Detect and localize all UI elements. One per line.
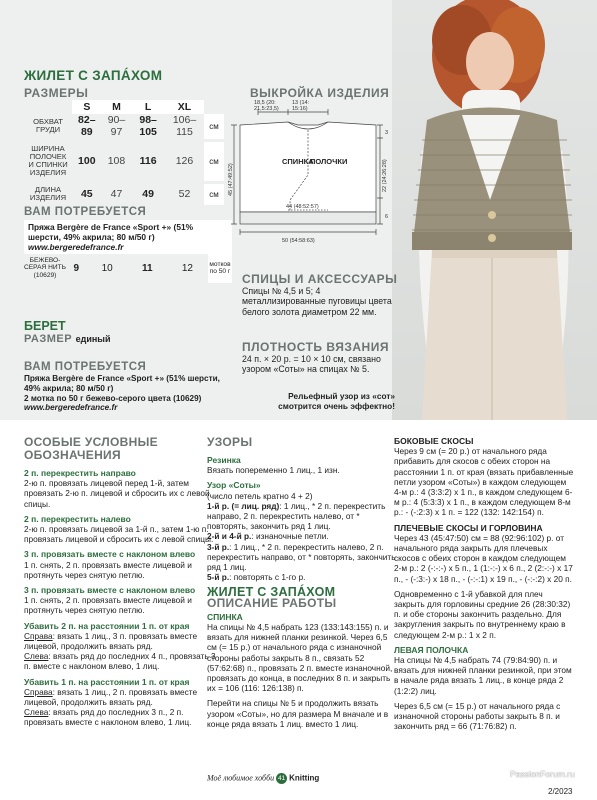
pattern-heading: ВЫКРОЙКА ИЗДЕЛИЯ (250, 86, 390, 100)
back-title: СПИНКА (207, 611, 243, 622)
row-1-label: 1-й р. (= лиц. ряд) (207, 500, 280, 511)
section-title: ЖИЛЕТ С ЗАПÁХОМ (207, 585, 336, 600)
size-value: 47 (102, 182, 132, 206)
size-header-row (24, 100, 224, 114)
side-bevels-text: Через 9 см (= 20 р.) от начального ряда прибавить для скосов с обеих сторон на расстоянии 1 п. от края (вязать прибавленные петли узором «Соты») в каждом следующем 4-м р.: 4 (3:3:2) х 1 п., в каждом следующем 6-м р.: 4 (5:3:3) х 1 п., в каждом следующем 8-м р.: - (-:2:3) х 1 п. = 122 (132: 142:154) п. (394, 446, 574, 518)
magazine-name: Моё любимое хобби (207, 773, 275, 783)
beret-size-label: РАЗМЕР (24, 333, 73, 345)
back-text: На спицы № 4,5 набрать 123 (133:143:155) п. и вязать для нижней планки резинкой. Через 6,5 см (= 15 р.) от начального ряда с изнаночной стороны работы закрыть 8 п., связать 52 (57:62:68) п., провязать 2 п. вместе изнаночной, провязать до конца, в последних 8 п. и закрыть их = 106 (116: 126:138) п. (207, 622, 393, 694)
row-3-text: : 1 лиц., * 2 п. перекрестить налево, 2 п. перекрестить направо, от * повторять, закончить ряд 1 лиц. (207, 541, 396, 573)
abbr-text: 2-ю п. провязать лицевой перед 1-й, затем провязать 2-ю п. лицевой и сбросить их с левой спицы. (24, 478, 210, 509)
abbr-title: 3 п. провязать вместе с наклоном влево (24, 549, 196, 560)
sizes-heading: РАЗМЕРЫ (24, 86, 89, 100)
yarn-color-label: БЕЖЕВО-СЕРАЯ НИТЬ (10629) (24, 256, 66, 279)
size-col-header: XL (165, 100, 204, 114)
row-3-label: 3-й р. (207, 541, 230, 552)
needles-text: Спицы № 4,5 и 5; 4 металлизированные пуговицы цвета белого золота диаметром 22 мм. (242, 286, 392, 317)
row-2-text: : изнаночные петли. (251, 531, 329, 542)
honeycomb-text (207, 491, 397, 583)
section-name: Knitting (289, 773, 320, 783)
size-value: 90–97 (102, 114, 132, 140)
abbr-text: 1 п. снять, 2 п. провязать вместе лицевой и протянуть через снятую петлю. (24, 559, 192, 580)
yarn-qty: 11 (141, 262, 153, 274)
rib-text: Вязать попеременно 1 лиц., 1 изн. (207, 465, 340, 476)
abbr-sub-text: : вязать ряд до последних 3 п., 2 п. провязать вместе с наклоном влево, 1 лиц. (24, 707, 192, 728)
photo-caption: Рельефный узор из «сот» смотрится очень эффектно! (278, 391, 395, 411)
shoulder-title: ПЛЕЧЕВЫЕ СКОСЫ И ГОРЛОВИНА (394, 522, 543, 533)
size-table (24, 100, 224, 208)
abbreviations-heading: ОСОБЫЕ УСЛОВНЫЕ ОБОЗНАЧЕНИЯ (24, 435, 158, 462)
shoulder-text-2: Одновременно с 1-й убавкой для плеч закрыть для горловины средние 26 (28:30:32) п. и обе стороны закончить раздельно. Для закругления закрыть по внутреннему краю в следующем 2-м р.: 1 х 2 п. (394, 588, 571, 640)
abbr-sub: Справа (24, 630, 53, 641)
honeycomb-title: Узор «Соты» (207, 480, 261, 491)
row-label: ОБХВАТ ГРУДИ (24, 114, 72, 140)
dim-bottom: 50 (54:58:63) (282, 238, 315, 244)
label-fronts: ПОЛОЧКИ (310, 157, 348, 166)
size-row-chest (24, 114, 224, 140)
yarn-row (24, 253, 232, 283)
materials-heading: ВАМ ПОТРЕБУЕТСЯ (24, 206, 147, 218)
size-value: 98–105 (131, 114, 165, 140)
size-value: 116 (131, 140, 165, 182)
size-header-blank (24, 100, 72, 114)
size-value: 108 (102, 140, 132, 182)
abbr-text (24, 631, 218, 672)
unit-label: см (204, 114, 224, 140)
model-photo-illustration (392, 0, 597, 420)
size-row-width (24, 140, 224, 182)
abbr-title: 2 п. перекрестить налево (24, 513, 131, 524)
work-description-heading: ОПИСАНИЕ РАБОТЫ (207, 595, 337, 610)
back-text-2: Перейти на спицы № 5 и продолжить вязать узором «Соты», но для размера M вначале и в конце ряда вязать 1 лиц. вместо 1 лиц. (207, 698, 389, 729)
issue-number: 2/2023 (548, 787, 573, 796)
magazine-footer (207, 773, 319, 784)
abbr-sub: Справа (24, 686, 53, 697)
yarn-qty: 10 (101, 262, 113, 274)
patterns-heading: УЗОРЫ (207, 435, 253, 449)
abbr-sub-text: : вязать 1 лиц., 2 п. провязать вместе лицевой, продолжить вязать ряд. (24, 686, 198, 708)
dim-right-top: 3 (385, 130, 388, 136)
yarn-qty: 12 (181, 262, 193, 274)
patterns-column (207, 436, 397, 734)
brand-url[interactable]: www.bergeredefrance.fr (28, 242, 124, 252)
abbreviations-column (24, 436, 218, 733)
beret-size-value: единый (75, 334, 111, 344)
row-2-label: 2-й и 4-й р. (207, 531, 252, 542)
instructions-column (394, 436, 574, 736)
yarn-unit: мотков по 50 г (208, 253, 232, 283)
gauge-heading: ПЛОТНОСТЬ ВЯЗАНИЯ (242, 340, 389, 354)
dim-inner: 44 (48:52:57) (286, 204, 319, 210)
abbr-sub: Слева (24, 651, 49, 662)
abbr-sub-text: : вязать ряд до последних 4 п., провязать 3 п. вместе с наклоном влево, 1 лиц. (24, 651, 216, 672)
size-value: 82–89 (72, 114, 102, 140)
beret-brand-url[interactable]: www.bergeredefrance.fr (24, 403, 118, 413)
dim-neck: 13 (14: (292, 100, 310, 106)
dim-neck-2: 15:16) (292, 106, 308, 112)
beret-materials-heading: ВАМ ПОТРЕБУЕТСЯ (24, 361, 147, 373)
pattern-schematic (228, 100, 388, 250)
size-value: 49 (131, 182, 165, 206)
label-back: СПИНКА (282, 157, 314, 166)
abbr-title: Убавить 1 п. на расстоянии 1 п. от края (24, 676, 190, 687)
row-label: ШИРИНА ПОЛОЧЕК И СПИНКИ ИЗДЕЛИЯ (24, 140, 72, 182)
unit-label: см (204, 140, 224, 182)
yarn-qty: 9 (73, 262, 80, 274)
beret-size (24, 333, 111, 345)
abbr-sub-text: : вязать 1 лиц., 3 п. провязать вместе лицевой, продолжить вязать ряд. (24, 630, 198, 652)
row-5-label: 5-й р. (207, 572, 230, 583)
size-col-header: S (72, 100, 102, 114)
size-row-length (24, 182, 224, 206)
yarn-description: Пряжа Bergère de France «Sport +» (51% шерсти, 49% акрила; 80 м/50 г) (28, 222, 194, 242)
left-front-title: ЛЕВАЯ ПОЛОЧКА (394, 644, 469, 655)
shoulder-text: Через 43 (45:47:50) см = 88 (92:96:102) р. от начального ряда закрыть для плечевых скосов с обеих сторон в каждом следующем 2-м р.: 2 (-:-:-) х 5 п., 1 (1:-:-) х 6 п., 2 (2:-:-) х 17 п., - (-:3:-) х 18 п., - (-:-:1) х 19 п., - (-:-:2) х 20 п. (394, 532, 573, 584)
yarn-info (24, 220, 232, 254)
gauge-text: 24 п. × 20 р. = 10 × 10 см, связано узором «Соты» на спицах № 5. (242, 354, 381, 375)
beret-title: БЕРЕТ (24, 319, 66, 333)
abbr-title: 3 п. провязать вместе с наклоном влево (24, 585, 196, 596)
size-col-header: L (131, 100, 165, 114)
honeycomb-repeat: (число петель кратно 4 + 2) (207, 490, 313, 501)
row-1-text: : 1 лиц., * 2 п. перекрестить направо, 2 п. перекрестить налево, от * повторять, закончить ряд 1 лиц. (207, 500, 386, 532)
rib-title: Резинка (207, 455, 241, 465)
abbr-title: 2 п. перекрестить направо (24, 468, 136, 478)
size-header-blank (204, 100, 224, 114)
watermark: PassionForum.ru (510, 769, 575, 779)
left-front-text: На спицы № 4,5 набрать 74 (79:84:90) п. и вязать для нижней планки резинкой, при этом в начале ряда вязать 1 лиц., в конце ряда 2 (1:2:2) лиц. (394, 655, 572, 696)
page-title: ЖИЛЕТ С ЗАПÁХОМ (24, 68, 163, 83)
row-5-text: : повторять с 1-го р. (229, 572, 306, 583)
dim-left: 45 (47:49:52) (228, 163, 234, 196)
needles-heading: СПИЦЫ И АКСЕССУАРЫ (242, 272, 398, 286)
size-value: 106–115 (165, 114, 204, 140)
abbr-text: 2-ю п. провязать лицевой за 1-й п., затем 1-ю п. провязать лицевой и сбросить их с левой спицы. (24, 524, 214, 545)
page-number: 41 (277, 775, 286, 782)
unit-label: см (204, 182, 224, 206)
dim-right-bottom: 6 (385, 214, 388, 220)
left-front-text-2: Через 6,5 см (= 15 р.) от начального ряда с изнаночной стороны работы закрыть 8 п. и закончить ряд = 66 (71:76:82) п. (394, 700, 561, 732)
abbr-text (24, 687, 218, 728)
row-label: ДЛИНА ИЗДЕЛИЯ (24, 182, 72, 206)
beret-yarn-description: Пряжа Bergère de France «Sport +» (51% шерсти, 49% акрила; 80 м/50 г) (24, 374, 220, 393)
size-value: 52 (165, 182, 204, 206)
dim-right-mid: 22 (24:26:28) (382, 159, 388, 192)
abbr-text: 1 п. снять, 2 п. провязать вместе лицевой и протянуть через снятую петлю. (24, 595, 192, 616)
size-col-header: M (102, 100, 132, 114)
dim-shoulder: 18,5 (20: (254, 100, 276, 106)
abbr-sub: Слева (24, 707, 49, 718)
size-value: 45 (72, 182, 102, 206)
beret-yarn-quantity: 2 мотка по 50 г бежево-серого цвета (10629) (24, 393, 202, 403)
yarn-table (24, 253, 232, 283)
abbr-title: Убавить 2 п. на расстоянии 1 п. от края (24, 620, 190, 631)
beret-yarn-info (24, 374, 234, 413)
size-value: 126 (165, 140, 204, 182)
size-value: 100 (72, 140, 102, 182)
side-bevels-title: БОКОВЫЕ СКОСЫ (394, 436, 474, 446)
dim-shoulder-2: 21,5:23,5) (254, 106, 279, 112)
model-photo (392, 0, 597, 420)
